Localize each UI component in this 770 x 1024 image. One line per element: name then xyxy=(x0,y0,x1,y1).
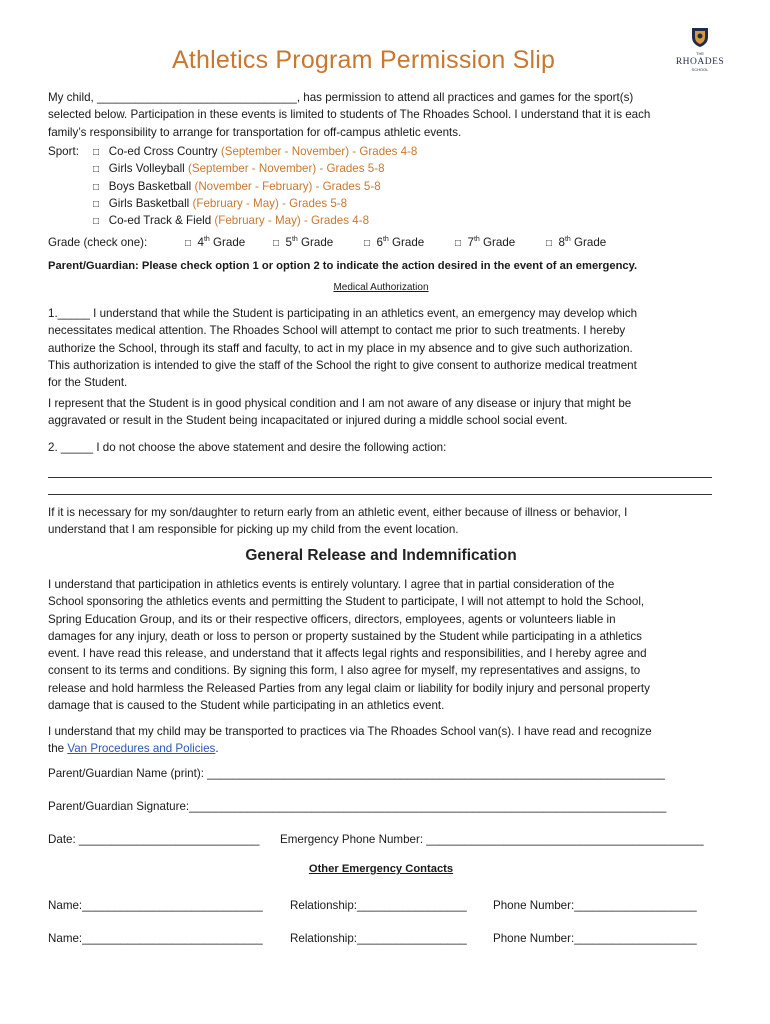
release-line: Spring Education Group, and its or their respective officers, directors, employees, agents or volunteers liable in xyxy=(48,612,616,626)
sport-option[interactable] xyxy=(93,145,417,158)
sport-option[interactable] xyxy=(93,180,381,193)
contact-relationship-field[interactable]: Relationship:_________________ xyxy=(290,899,467,912)
rep-line: I represent that the Student is in good physical condition and I am not aware of any disease or injury that might be xyxy=(48,397,632,410)
checkbox-icon[interactable]: □ xyxy=(93,164,100,175)
medical-heading: Medical Authorization xyxy=(333,282,429,293)
van-paragraph xyxy=(48,723,718,758)
grade-num: 4 xyxy=(197,236,204,249)
intro-line: selected below. Participation in these events is limited to students of The Rhoades School. I understand that it is each xyxy=(48,108,651,122)
option-2-text: 2. _____ I do not choose the above statement and desire the following action: xyxy=(48,441,447,454)
option-1-line: authorize the School, through its staff and faculty, to act in my place in my absence and to give such authorization. xyxy=(48,341,633,355)
option-1-line: necessitates medical attention. The Rhoades School will attempt to contact me prior to such treatments. I hereby xyxy=(48,324,626,338)
grade-sup: th xyxy=(382,236,389,244)
contact-phone-field[interactable]: Phone Number:___________________ xyxy=(493,899,697,912)
contact-name-field[interactable]: Name:____________________________ xyxy=(48,899,263,912)
parent-signature-field[interactable]: Parent/Guardian Signature:__________________________________________________________________________ xyxy=(48,800,667,813)
sport-detail: (November - February) - Grades 5-8 xyxy=(194,180,381,193)
grade-word: Grade xyxy=(392,236,425,249)
checkbox-icon[interactable]: □ xyxy=(546,238,553,249)
sport-option[interactable] xyxy=(93,162,385,175)
rep-line: aggravated or result in the Student being incapacitated or injured during a middle school social event. xyxy=(48,414,568,428)
release-paragraph xyxy=(48,576,718,714)
release-line: damage that is caused to the Student while participating in an athletics event. xyxy=(48,699,445,713)
emergency-phone-field[interactable]: Emergency Phone Number: ___________________________________________ xyxy=(280,833,704,846)
representation-paragraph xyxy=(48,395,718,430)
intro-line: family’s responsibility to arrange for transportation for off-campus athletic events. xyxy=(48,125,462,139)
option-1-line: This authorization is intended to give the staff of the School the right to give consent to authorize medical treatment xyxy=(48,358,637,372)
van-pre: the xyxy=(48,742,68,756)
grade-word: Grade xyxy=(483,236,516,249)
release-line: School sponsoring the athletics events and permitting the Student to participate, I will not attempt to hold the School, xyxy=(48,595,645,609)
grade-num: 8 xyxy=(558,236,565,249)
van-post: . xyxy=(215,742,219,756)
date-field[interactable]: Date: ____________________________ xyxy=(48,833,260,846)
grade-sup: th xyxy=(564,236,571,244)
release-line: damages for any injury, death or loss to person or property sustained by the Student while participating in a athletics xyxy=(48,629,642,643)
sport-name: Boys Basketball xyxy=(108,180,192,193)
return-paragraph xyxy=(48,504,718,539)
grade-option[interactable] xyxy=(364,236,424,249)
contact-name-field[interactable]: Name:____________________________ xyxy=(48,932,263,945)
logo-the: THE xyxy=(696,51,704,56)
checkbox-icon[interactable]: □ xyxy=(455,238,462,249)
option-1-line: 1._____ I understand that while the Student is participating in an athletics event, an emergency may develop which xyxy=(48,307,638,320)
release-line: release and hold harmless the Released Parties from any legal claim or liability for bodily injury and personal property xyxy=(48,681,650,695)
return-line: understand that I am responsible for picking up my child from the event location. xyxy=(48,523,459,537)
grade-label: Grade (check one): xyxy=(48,236,148,249)
grade-word: Grade xyxy=(301,236,334,249)
release-heading: General Release and Indemnification xyxy=(245,547,517,564)
van-line: I understand that my child may be transported to practices via The Rhoades School van(s). I have read and recognize xyxy=(48,725,652,738)
sport-name: Co-ed Cross Country xyxy=(108,145,218,158)
grade-option[interactable] xyxy=(273,236,333,249)
release-line: consent to its terms and conditions. By signing this form, I also agree for myself, my representatives and assigns, to xyxy=(48,664,641,678)
release-line: I understand that participation in athletics events is entirely voluntary. I agree that in partial consideration of the xyxy=(48,578,615,591)
contacts-heading: Other Emergency Contacts xyxy=(308,863,454,875)
grade-option[interactable] xyxy=(185,236,245,249)
sport-detail: (February - May) - Grades 5-8 xyxy=(192,197,348,210)
grade-option[interactable] xyxy=(455,236,515,249)
option-1-line: for the Student. xyxy=(48,376,128,390)
crest-icon xyxy=(689,26,711,48)
logo-name: RHOADES xyxy=(675,57,725,67)
checkbox-icon[interactable]: □ xyxy=(185,238,192,249)
parent-name-field[interactable]: Parent/Guardian Name (print): _______________________________________________________________________ xyxy=(48,767,665,780)
sport-name: Girls Basketball xyxy=(108,197,190,210)
logo-sub: SCHOOL xyxy=(691,67,709,72)
action-line-1[interactable] xyxy=(48,477,712,478)
van-line xyxy=(48,740,718,757)
sport-option[interactable] xyxy=(93,214,369,227)
emergency-instruction: Parent/Guardian: Please check option 1 or option 2 to indicate the action desired in the event of an emergency. xyxy=(48,260,638,272)
grade-sup: th xyxy=(203,236,210,244)
grade-word: Grade xyxy=(574,236,607,249)
checkbox-icon[interactable]: □ xyxy=(93,147,100,158)
checkbox-icon[interactable]: □ xyxy=(364,238,371,249)
intro-line: My child, _______________________________, has permission to attend all practices and games for the sport(s) xyxy=(48,91,634,104)
checkbox-icon[interactable]: □ xyxy=(93,216,100,227)
grade-num: 6 xyxy=(376,236,383,249)
sport-name: Girls Volleyball xyxy=(108,162,185,175)
school-logo xyxy=(667,26,733,72)
action-line-2[interactable] xyxy=(48,494,712,495)
intro-paragraph xyxy=(48,89,718,141)
sport-name: Co-ed Track & Field xyxy=(108,214,212,227)
contact-relationship-field[interactable]: Relationship:_________________ xyxy=(290,932,467,945)
checkbox-icon[interactable]: □ xyxy=(93,199,100,210)
checkbox-icon[interactable]: □ xyxy=(273,238,280,249)
release-line: event. I have read this release, and understand that it affects legal rights and responsibilities, and I hereby agree and xyxy=(48,647,647,661)
sport-detail: (September - November) - Grades 4-8 xyxy=(220,145,418,158)
grade-num: 5 xyxy=(285,236,292,249)
van-policies-link[interactable]: Van Procedures and Policies xyxy=(67,742,216,756)
sport-option[interactable] xyxy=(93,197,347,210)
sport-detail: (September - November) - Grades 5-8 xyxy=(188,162,385,175)
page-title: Athletics Program Permission Slip xyxy=(172,46,556,74)
option-1-paragraph xyxy=(48,305,718,391)
grade-option[interactable] xyxy=(546,236,606,249)
sport-label: Sport: xyxy=(48,145,79,158)
contact-phone-field[interactable]: Phone Number:___________________ xyxy=(493,932,697,945)
grade-sup: th xyxy=(291,236,298,244)
grade-sup: th xyxy=(473,236,480,244)
grade-word: Grade xyxy=(213,236,246,249)
grade-num: 7 xyxy=(467,236,474,249)
checkbox-icon[interactable]: □ xyxy=(93,182,100,193)
return-line: If it is necessary for my son/daughter to return early from an athletic event, either because of illness or behavior, I xyxy=(48,506,628,519)
sport-detail: (February - May) - Grades 4-8 xyxy=(214,214,370,227)
